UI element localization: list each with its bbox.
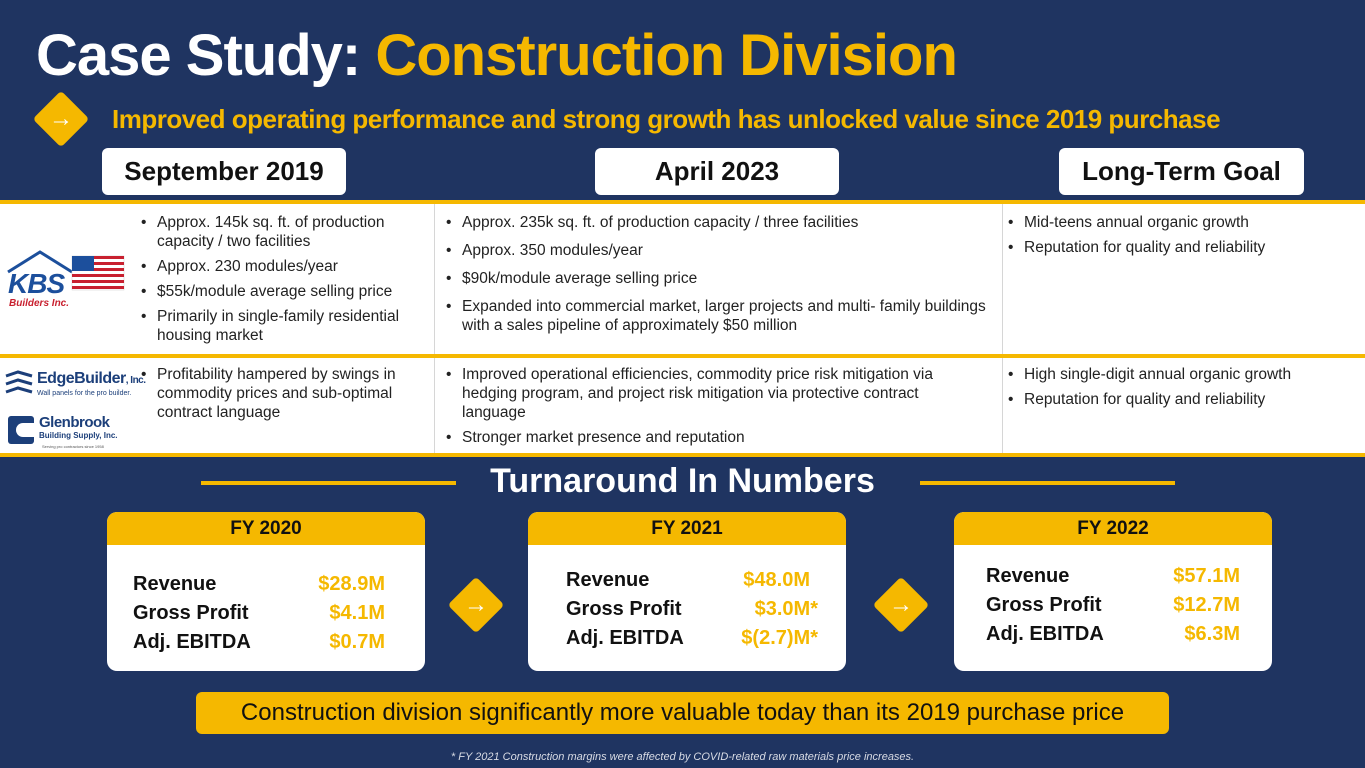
metric-value: $4.1M (329, 602, 385, 624)
edgebuilder-logo-mark (4, 370, 34, 398)
arrow-right-icon: → (873, 577, 930, 634)
kbs-logo (6, 248, 128, 310)
metric-row-adj-ebitda (986, 623, 1240, 646)
metric-value: $12.7M (1173, 594, 1240, 616)
metric-row-gross-profit (986, 594, 1240, 617)
list-item: • Approx. 145k sq. ft. of production capacity / two facilities (141, 213, 431, 251)
fy2022-card (954, 512, 1272, 671)
metric-label: Revenue (566, 569, 650, 591)
apr2023-list-edgebuilder (446, 365, 986, 453)
edgebuilder-name-text: EdgeBuilder (37, 370, 126, 387)
list-item: • Approx. 230 modules/year (141, 257, 431, 276)
metric-value: $(2.7)M* (741, 627, 818, 649)
table-row-edgebuilder-glenbrook (0, 358, 1365, 453)
metric-value: $28.9M (318, 573, 385, 595)
title-highlight: Construction Division (375, 23, 957, 88)
sep2019-list-edgebuilder (141, 365, 426, 428)
metric-value: $57.1M (1173, 565, 1240, 587)
metric-label: Revenue (986, 565, 1070, 587)
column-header-apr-2023: April 2023 (595, 148, 839, 195)
metric-row-revenue (986, 565, 1240, 588)
list-item: • Mid-teens annual organic growth (1008, 213, 1358, 232)
column-header-long-term-goal: Long-Term Goal (1059, 148, 1304, 195)
glenbrook-logo (8, 414, 128, 450)
list-item: • Primarily in single-family residential housing market (141, 307, 431, 345)
metric-label: Gross Profit (986, 594, 1102, 616)
page-title (36, 22, 957, 89)
edgebuilder-logo (4, 370, 146, 400)
list-item: • Reputation for quality and reliability (1008, 390, 1358, 409)
metric-row-gross-profit (133, 602, 385, 625)
metric-row-adj-ebitda (566, 627, 818, 650)
table-row-kbs (0, 204, 1365, 354)
fy2021-card (528, 512, 846, 671)
column-header-sep-2019: September 2019 (102, 148, 346, 195)
footnote: * FY 2021 Construction margins were affected by COVID-related raw materials price increases. (450, 751, 915, 763)
edgebuilder-logo-name (37, 370, 146, 388)
apr2023-list-kbs (446, 213, 996, 341)
title-plain: Case Study: (36, 23, 361, 88)
list-item: • Profitability hampered by swings in commodity prices and sub-optimal contract language (141, 365, 426, 422)
list-item: • Approx. 235k sq. ft. of production capacity / three facilities (446, 213, 996, 232)
page-subtitle: Improved operating performance and strong growth has unlocked value since 2019 purchase (112, 104, 1221, 134)
metric-value: $3.0M* (754, 598, 818, 620)
goal-list-edgebuilder (1008, 365, 1358, 415)
metric-label: Gross Profit (566, 598, 682, 620)
goal-list-kbs (1008, 213, 1358, 263)
metric-row-revenue (133, 573, 385, 596)
arrow-right-icon: → (33, 91, 90, 148)
metric-row-revenue (566, 569, 818, 592)
kbs-logo-text: KBS (8, 268, 65, 299)
metric-value: $48.0M (743, 569, 810, 591)
metric-label: Adj. EBITDA (986, 623, 1104, 645)
metric-label: Adj. EBITDA (133, 631, 251, 653)
metric-label: Gross Profit (133, 602, 249, 624)
glenbrook-logo-name: Glenbrook (39, 414, 110, 431)
metric-row-gross-profit (566, 598, 818, 621)
edgebuilder-inc-text: , Inc. (125, 375, 146, 386)
list-item: • Expanded into commercial market, larger projects and multi- family buildings with a sales pipeline of approximately $50 million (446, 297, 996, 335)
list-item: • Reputation for quality and reliability (1008, 238, 1358, 257)
kbs-logo-subtext: Builders Inc. (9, 298, 70, 309)
comparison-table (0, 200, 1365, 457)
sep2019-list-kbs (141, 213, 431, 351)
fy2020-card (107, 512, 425, 671)
conclusion-banner: Construction division significantly more valuable today than its 2019 purchase price (196, 692, 1169, 734)
metric-value: $0.7M (329, 631, 385, 653)
metric-label: Revenue (133, 573, 217, 595)
fy-card-header: FY 2020 (107, 512, 425, 545)
glenbrook-logo-tagline: Serving pro contractors since 1958 (42, 444, 104, 449)
list-item: • Improved operational efficiencies, commodity price risk mitigation via hedging program, and project risk mitigation via protective contract language (446, 365, 986, 422)
list-item: • Stronger market presence and reputation (446, 428, 986, 447)
list-item: • Approx. 350 modules/year (446, 241, 996, 260)
arrow-right-icon: → (448, 577, 505, 634)
list-item: • High single-digit annual organic growth (1008, 365, 1358, 384)
metric-label: Adj. EBITDA (566, 627, 684, 649)
list-item: • $55k/module average selling price (141, 282, 431, 301)
list-item: • $90k/module average selling price (446, 269, 996, 288)
fy-card-header: FY 2021 (528, 512, 846, 545)
turnaround-title: Turnaround In Numbers (490, 462, 875, 500)
metric-value: $6.3M (1184, 623, 1240, 645)
metric-row-adj-ebitda (133, 631, 385, 654)
fy-card-header: FY 2022 (954, 512, 1272, 545)
edgebuilder-logo-tagline: Wall panels for the pro builder. (37, 390, 132, 397)
glenbrook-logo-subtext: Building Supply, Inc. (39, 431, 118, 440)
